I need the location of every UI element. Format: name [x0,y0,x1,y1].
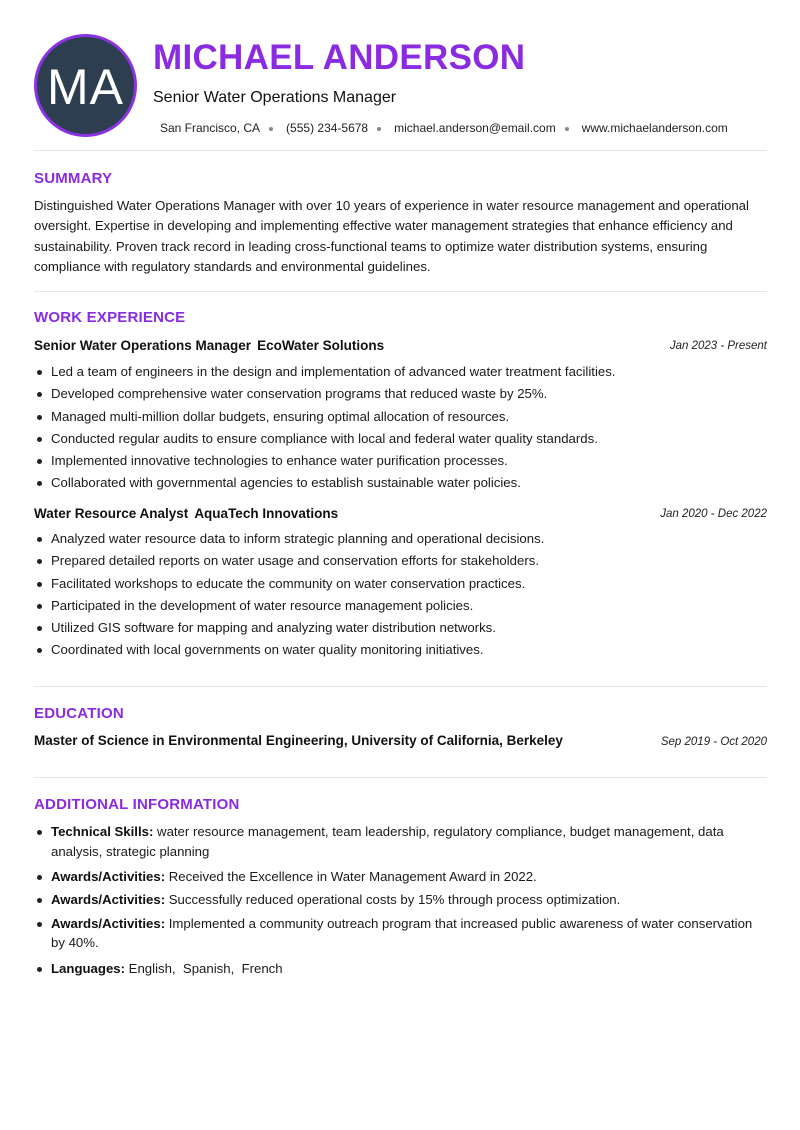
avatar [34,34,137,137]
list-item [34,959,769,979]
item-text: water resource management, team leadership, regulatory compliance, budget management, data analysis, strategic planning [51,824,724,859]
item-text: Successfully reduced operational costs by 15% through process optimization. [165,892,621,908]
list-item: Participated in the development of water resource management policies. [34,596,769,618]
section-divider [34,150,767,151]
separator-dot-icon [269,127,273,131]
contact-location: San Francisco, CA [160,121,261,135]
list-item: Coordinated with local governments on water quality monitoring initiatives. [34,640,769,662]
candidate-title: Senior Water Operations Manager [153,89,397,106]
section-heading-work-experience: WORK EXPERIENCE [34,309,186,326]
section-divider [34,686,767,687]
job-bullets-1 [34,362,769,496]
list-item: Collaborated with governmental agencies to establish sustainable water policies. [34,473,769,495]
resume-header [34,34,767,138]
item-text: English, Spanish, French [125,960,283,976]
job-dates-2: Jan 2020 - Dec 2022 [660,508,767,520]
section-heading-education: EDUCATION [34,705,124,722]
item-text: Implemented a community outreach program that increased public awareness of water conservation by 40%. [51,915,753,951]
summary-text: Distinguished Water Operations Manager with over 10 years of experience in water resource management and operational oversight. Expertise in developing and implementing effective water management strategies that enhance efficiency and sustainability. Proven track record in leading cross-functional teams to optimize water distribution systems, ensuring compliance with regulatory standards and environmental guidelines. [34,198,749,274]
job-title-1 [34,338,384,353]
item-label: Awards/Activities: [51,892,166,908]
contact-email[interactable]: michael.anderson@email.com [394,121,556,135]
job-company: EcoWater Solutions [257,338,385,353]
job-title-2 [34,506,338,521]
section-divider [34,291,767,292]
list-item: Implemented innovative technologies to enhance water purification processes. [34,451,769,473]
item-label: Awards/Activities: [51,869,166,884]
job-role: Water Resource Analyst [34,506,189,521]
job-bullets-2 [34,529,769,663]
additional-info-list [34,822,769,982]
list-item: Facilitated workshops to educate the community on water conservation practices. [34,574,769,596]
job-role: Senior Water Operations Manager [34,338,252,353]
item-label: Technical Skills: [51,824,154,839]
contact-info [160,121,728,135]
education-degree: Master of Science in Environmental Engineering, University of California, Berkeley [34,733,563,748]
list-item: Developed comprehensive water conservation programs that reduced waste by 25%. [34,384,769,406]
contact-phone: (555) 234-5678 [286,121,369,135]
list-item: Prepared detailed reports on water usage and conservation efforts for stakeholders. [34,551,769,573]
item-label: Languages: [51,960,126,976]
section-heading-summary: SUMMARY [34,170,113,187]
item-label: Awards/Activities: [51,915,166,931]
candidate-name: MICHAEL ANDERSON [153,38,526,77]
list-item: Utilized GIS software for mapping and analyzing water distribution networks. [34,618,769,640]
section-heading-additional-information: ADDITIONAL INFORMATION [34,796,240,813]
job-dates-1: Jan 2023 - Present [669,340,767,352]
list-item [34,867,769,887]
list-item [34,822,769,861]
separator-dot-icon [565,127,569,131]
education-dates: Sep 2019 - Oct 2020 [660,736,767,748]
separator-dot-icon [377,127,381,131]
list-item [34,914,769,953]
contact-website[interactable]: www.michaelanderson.com [581,121,728,135]
job-company: AquaTech Innovations [194,506,339,521]
avatar-initials: MA [47,58,124,115]
item-text: Received the Excellence in Water Management Award in 2022. [165,869,537,884]
list-item: Led a team of engineers in the design and implementation of advanced water treatment facilities. [34,362,769,384]
list-item: Conducted regular audits to ensure compliance with local and federal water quality standards. [34,429,769,451]
section-divider [34,777,767,778]
list-item: Analyzed water resource data to inform strategic planning and operational decisions. [34,529,769,551]
list-item [34,890,769,910]
list-item: Managed multi-million dollar budgets, ensuring optimal allocation of resources. [34,407,769,429]
